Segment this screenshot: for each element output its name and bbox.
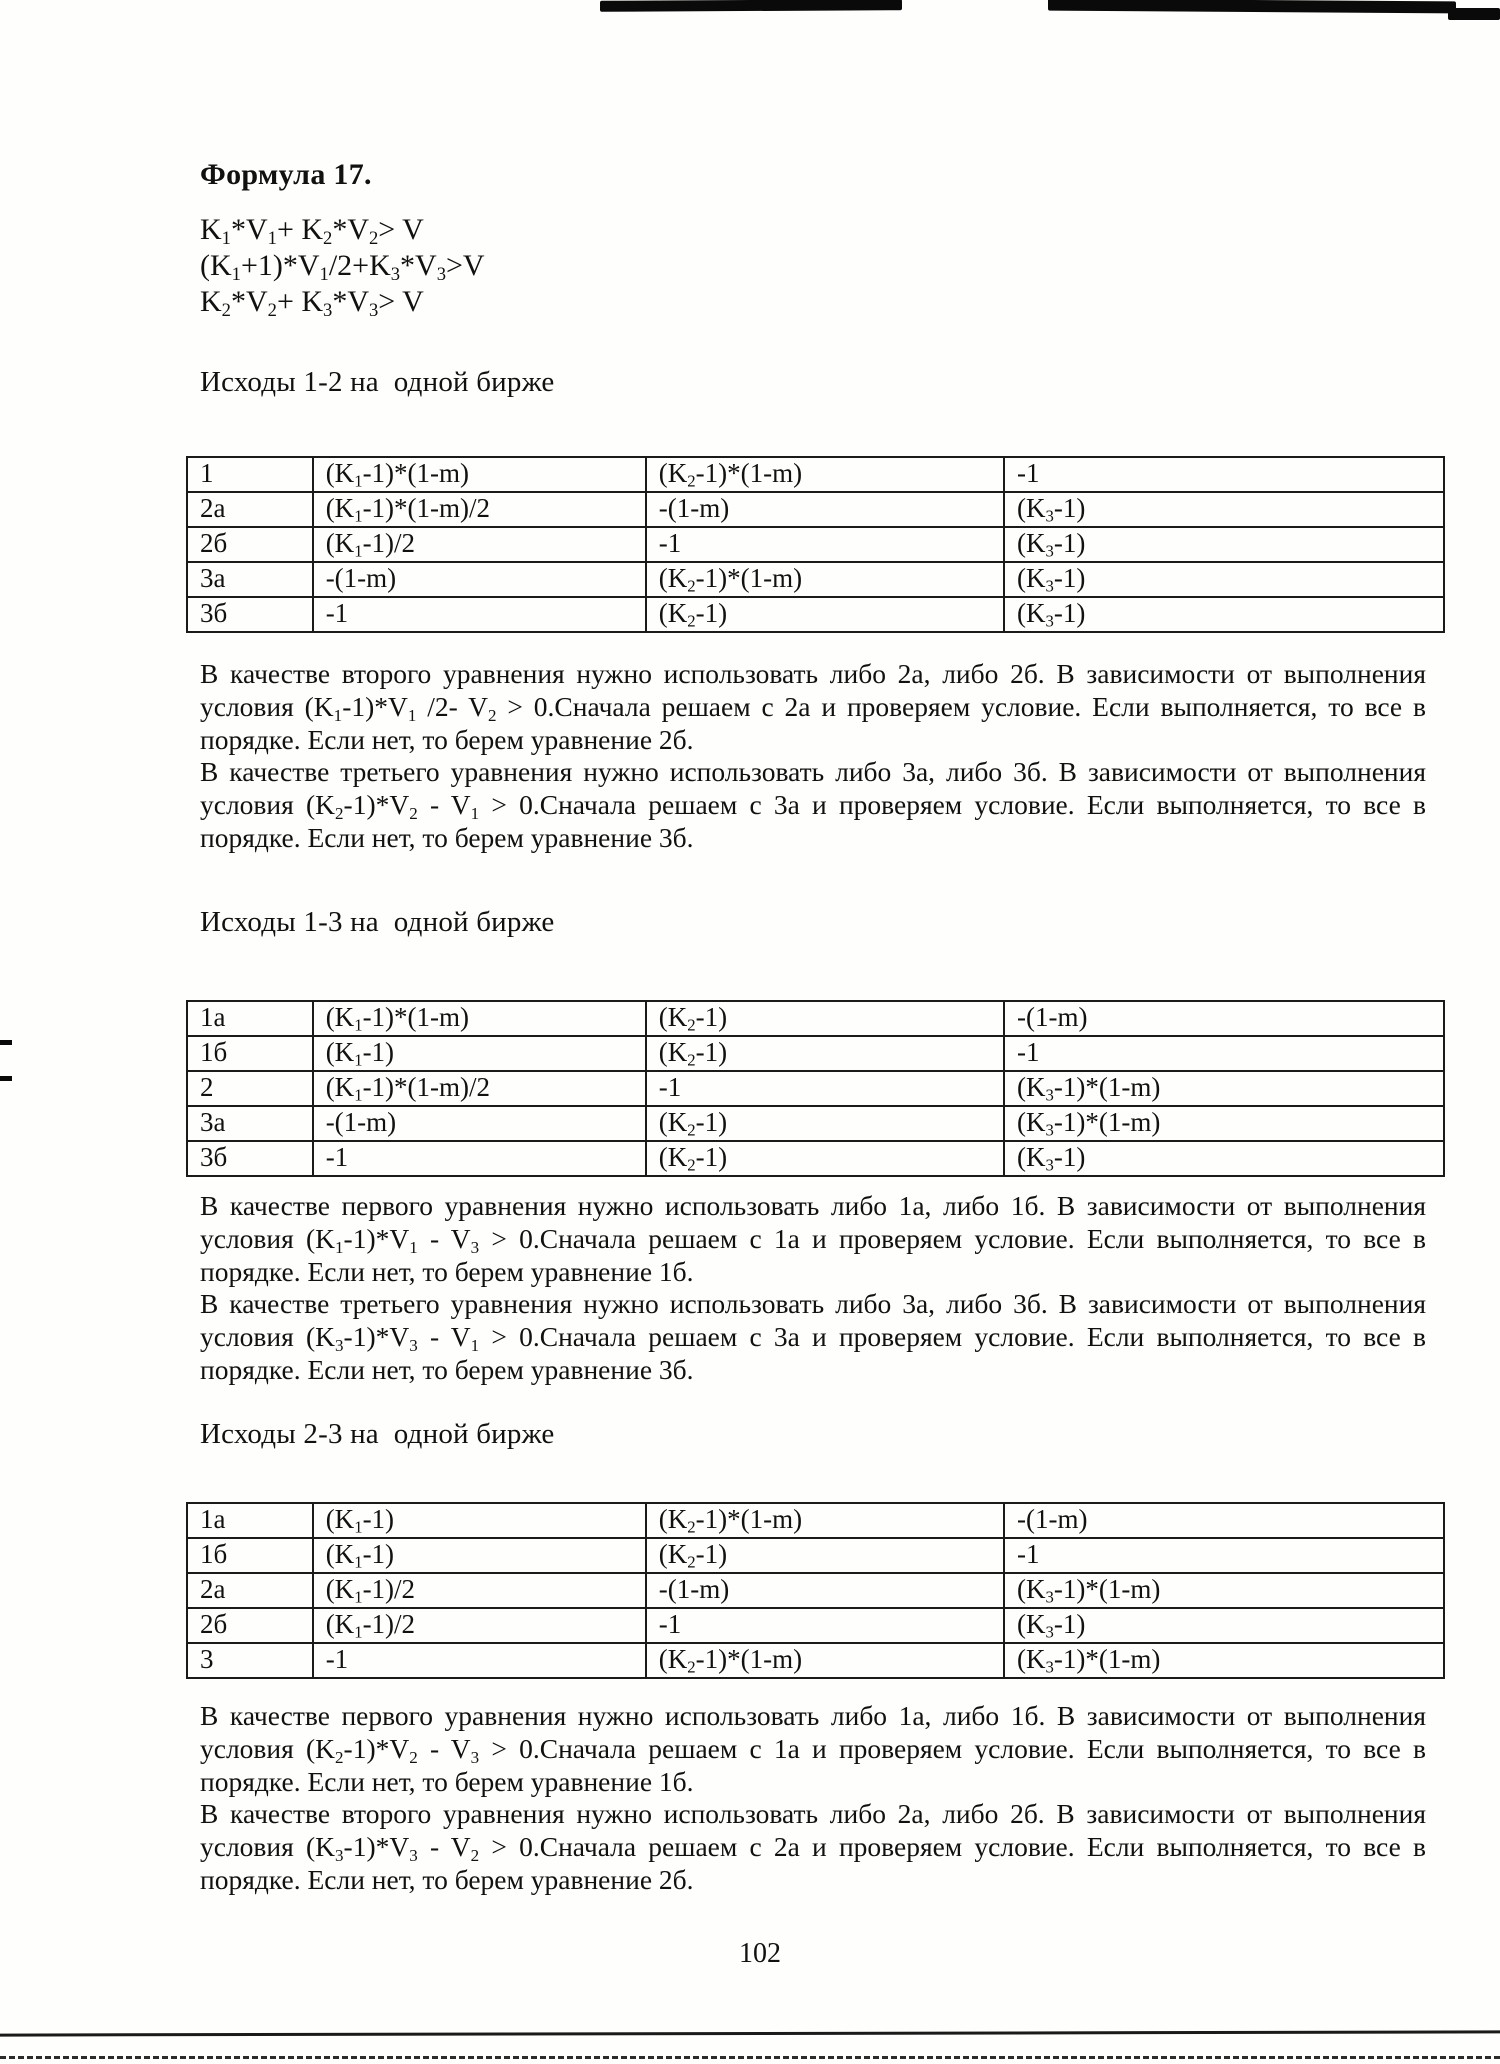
scan-artifact-bar bbox=[1048, 0, 1456, 13]
paragraph: В качестве второго уравнения нужно использовать либо 2а, либо 2б. В зависимости от выполнения условия $(K_1-1)*V_1$ /2- $V_2$ > 0.Сначала решаем с 2а и проверяем условие. Если выполняется, то все в порядке. Если нет, то берем уравнение 2б. bbox=[200, 658, 1426, 755]
row-label-cell: 2б bbox=[187, 1608, 313, 1643]
row-label-cell: 1а bbox=[187, 1001, 313, 1036]
row-label-cell: 3б bbox=[187, 597, 313, 632]
formula-cell: -1 bbox=[1004, 457, 1444, 492]
formula-cell: -(1-m) bbox=[313, 562, 646, 597]
row-label-cell: 3 bbox=[187, 1643, 313, 1678]
table-row bbox=[187, 492, 1444, 527]
paragraph: В качестве второго уравнения нужно использовать либо 2а, либо 2б. В зависимости от выполнения условия $(K_3-1)*V_3 - V_2$ > 0.Сначала решаем с 2а и проверяем условие. Если выполняется, то все в порядке. Если нет, то берем уравнение 2б. bbox=[200, 1798, 1426, 1895]
row-label-cell: 2а bbox=[187, 1573, 313, 1608]
section-heading-outcomes-2-3: Исходы 2-3 на одной бирже bbox=[200, 1418, 555, 1450]
paragraph: В качестве третьего уравнения нужно использовать либо 3а, либо 3б. В зависимости от выполнения условия $(K_3-1)*V_3 - V_1$ > 0.Сначала решаем с 3а и проверяем условие. Если выполняется, то все в порядке. Если нет, то берем уравнение 3б. bbox=[200, 1288, 1426, 1385]
formula-cell: $(K_2-1)$ bbox=[646, 1036, 1004, 1071]
formula-line: $K_2*V_2+ K_3*V_3> V$ bbox=[200, 285, 424, 322]
table-row bbox=[187, 1503, 1444, 1538]
paragraph: В качестве первого уравнения нужно использовать либо 1а, либо 1б. В зависимости от выполнения условия $(K_2-1)*V_2 - V_3$ > 0.Сначала решаем с 1а и проверяем условие. Если выполняется, то все в порядке. Если нет, то берем уравнение 1б. bbox=[200, 1700, 1426, 1797]
formula-cell: $(K_1-1)/2$ bbox=[313, 1608, 646, 1643]
formula-cell: $(K_3-1)*(1-m)$ bbox=[1004, 1071, 1444, 1106]
table-row bbox=[187, 1071, 1444, 1106]
formula-cell: $(K_3-1)$ bbox=[1004, 597, 1444, 632]
formula-cell: -1 bbox=[646, 527, 1004, 562]
formula-cell: -(1-m) bbox=[646, 1573, 1004, 1608]
table-row bbox=[187, 1643, 1444, 1678]
table-row bbox=[187, 1141, 1444, 1176]
table-row bbox=[187, 1001, 1444, 1036]
formula-cell: -(1-m) bbox=[1004, 1001, 1444, 1036]
formula-cell: $(K_1-1)/2$ bbox=[313, 1573, 646, 1608]
row-label-cell: 3а bbox=[187, 562, 313, 597]
formula-cell: -1 bbox=[313, 1141, 646, 1176]
scan-artifact-tick bbox=[0, 1040, 12, 1045]
formula-cell: $(K_1-1)$ bbox=[313, 1538, 646, 1573]
formula-cell: -1 bbox=[313, 597, 646, 632]
table-row bbox=[187, 1538, 1444, 1573]
scan-artifact-bar bbox=[600, 0, 902, 12]
formula-cell: $(K_3-1)*(1-m)$ bbox=[1004, 1643, 1444, 1678]
table-row bbox=[187, 1573, 1444, 1608]
formula-cell: $(K_3-1)$ bbox=[1004, 527, 1444, 562]
paragraph-block bbox=[200, 1700, 1426, 1897]
formula-cell: $(K_3-1)$ bbox=[1004, 562, 1444, 597]
formula-cell: $(K_2-1)$ bbox=[646, 1141, 1004, 1176]
page-number: 102 bbox=[739, 1938, 781, 1969]
row-label-cell: 2а bbox=[187, 492, 313, 527]
formula-cell: $(K_3-1)$ bbox=[1004, 492, 1444, 527]
row-label-cell: 3а bbox=[187, 1106, 313, 1141]
table-row bbox=[187, 457, 1444, 492]
row-label-cell: 1 bbox=[187, 457, 313, 492]
paragraph-block bbox=[200, 658, 1426, 855]
formula-cell: $(K_1-1)*(1-m)$ bbox=[313, 457, 646, 492]
section-heading-outcomes-1-3: Исходы 1-3 на одной бирже bbox=[200, 906, 555, 938]
table-row bbox=[187, 1106, 1444, 1141]
bottom-dashed-rule bbox=[0, 2056, 1500, 2059]
scan-artifact-bar bbox=[1448, 8, 1500, 20]
paragraph-block bbox=[200, 1190, 1426, 1387]
formula-cell: $(K_1-1)$ bbox=[313, 1036, 646, 1071]
row-label-cell: 1б bbox=[187, 1036, 313, 1071]
formula-cell: $(K_3-1)*(1-m)$ bbox=[1004, 1106, 1444, 1141]
formula-cell: $(K_2-1)$ bbox=[646, 597, 1004, 632]
formula-cell: $(K_2-1)$ bbox=[646, 1538, 1004, 1573]
formula-cell: -1 bbox=[313, 1643, 646, 1678]
formula-cell: $(K_3-1)*(1-m)$ bbox=[1004, 1573, 1444, 1608]
row-label-cell: 3б bbox=[187, 1141, 313, 1176]
section-heading-outcomes-1-2: Исходы 1-2 на одной бирже bbox=[200, 366, 555, 398]
formula-cell: $(K_2-1)$ bbox=[646, 1106, 1004, 1141]
formula-cell: $(K_2-1)$ bbox=[646, 1001, 1004, 1036]
formula-cell: $(K_2-1)*(1-m)$ bbox=[646, 562, 1004, 597]
row-label-cell: 1б bbox=[187, 1538, 313, 1573]
paragraph: В качестве третьего уравнения нужно использовать либо 3а, либо 3б. В зависимости от выполнения условия $(K_2-1)*V_2 - V_1$ > 0.Сначала решаем с 3а и проверяем условие. Если выполняется, то все в порядке. Если нет, то берем уравнение 3б. bbox=[200, 756, 1426, 853]
formula-cell: -(1-m) bbox=[646, 492, 1004, 527]
table-row bbox=[187, 597, 1444, 632]
outcomes-table-1-2 bbox=[186, 456, 1445, 633]
table-row bbox=[187, 562, 1444, 597]
formula-cell: -1 bbox=[1004, 1036, 1444, 1071]
formula-line: $K_1*V_1+ K_2*V_2> V$ bbox=[200, 213, 424, 250]
formula-cell: $(K_3-1)$ bbox=[1004, 1608, 1444, 1643]
formula-cell: $(K_1-1)*(1-m)/2$ bbox=[313, 1071, 646, 1106]
formula-cell: $(K_1-1)$ bbox=[313, 1503, 646, 1538]
table-row bbox=[187, 527, 1444, 562]
outcomes-table-1-3 bbox=[186, 1000, 1445, 1177]
formula-cell: $(K_2-1)*(1-m)$ bbox=[646, 1503, 1004, 1538]
row-label-cell: 2 bbox=[187, 1071, 313, 1106]
formula-cell: -(1-m) bbox=[1004, 1503, 1444, 1538]
formula-cell: $(K_2-1)*(1-m)$ bbox=[646, 457, 1004, 492]
formula-title: Формула 17. bbox=[200, 158, 372, 191]
row-label-cell: 1а bbox=[187, 1503, 313, 1538]
formula-cell: -1 bbox=[646, 1071, 1004, 1106]
formula-line: $(K_1+1)*V_1/2+K_3*V_3>V$ bbox=[200, 249, 485, 286]
scan-artifact-tick bbox=[0, 1076, 12, 1081]
formula-block bbox=[200, 212, 485, 320]
outcomes-table-2-3 bbox=[186, 1502, 1445, 1679]
bottom-rule bbox=[0, 2030, 1500, 2036]
formula-cell: $(K_3-1)$ bbox=[1004, 1141, 1444, 1176]
formula-cell: $(K_2-1)*(1-m)$ bbox=[646, 1643, 1004, 1678]
formula-cell: $(K_1-1)*(1-m)$ bbox=[313, 1001, 646, 1036]
formula-cell: -1 bbox=[1004, 1538, 1444, 1573]
formula-cell: -1 bbox=[646, 1608, 1004, 1643]
formula-cell: $(K_1-1)/2$ bbox=[313, 527, 646, 562]
table-row bbox=[187, 1608, 1444, 1643]
row-label-cell: 2б bbox=[187, 527, 313, 562]
formula-cell: -(1-m) bbox=[313, 1106, 646, 1141]
paragraph: В качестве первого уравнения нужно использовать либо 1а, либо 1б. В зависимости от выполнения условия $(K_1-1)*V_1 - V_3$ > 0.Сначала решаем с 1а и проверяем условие. Если выполняется, то все в порядке. Если нет, то берем уравнение 1б. bbox=[200, 1190, 1426, 1287]
formula-cell: $(K_1-1)*(1-m)/2$ bbox=[313, 492, 646, 527]
table-row bbox=[187, 1036, 1444, 1071]
